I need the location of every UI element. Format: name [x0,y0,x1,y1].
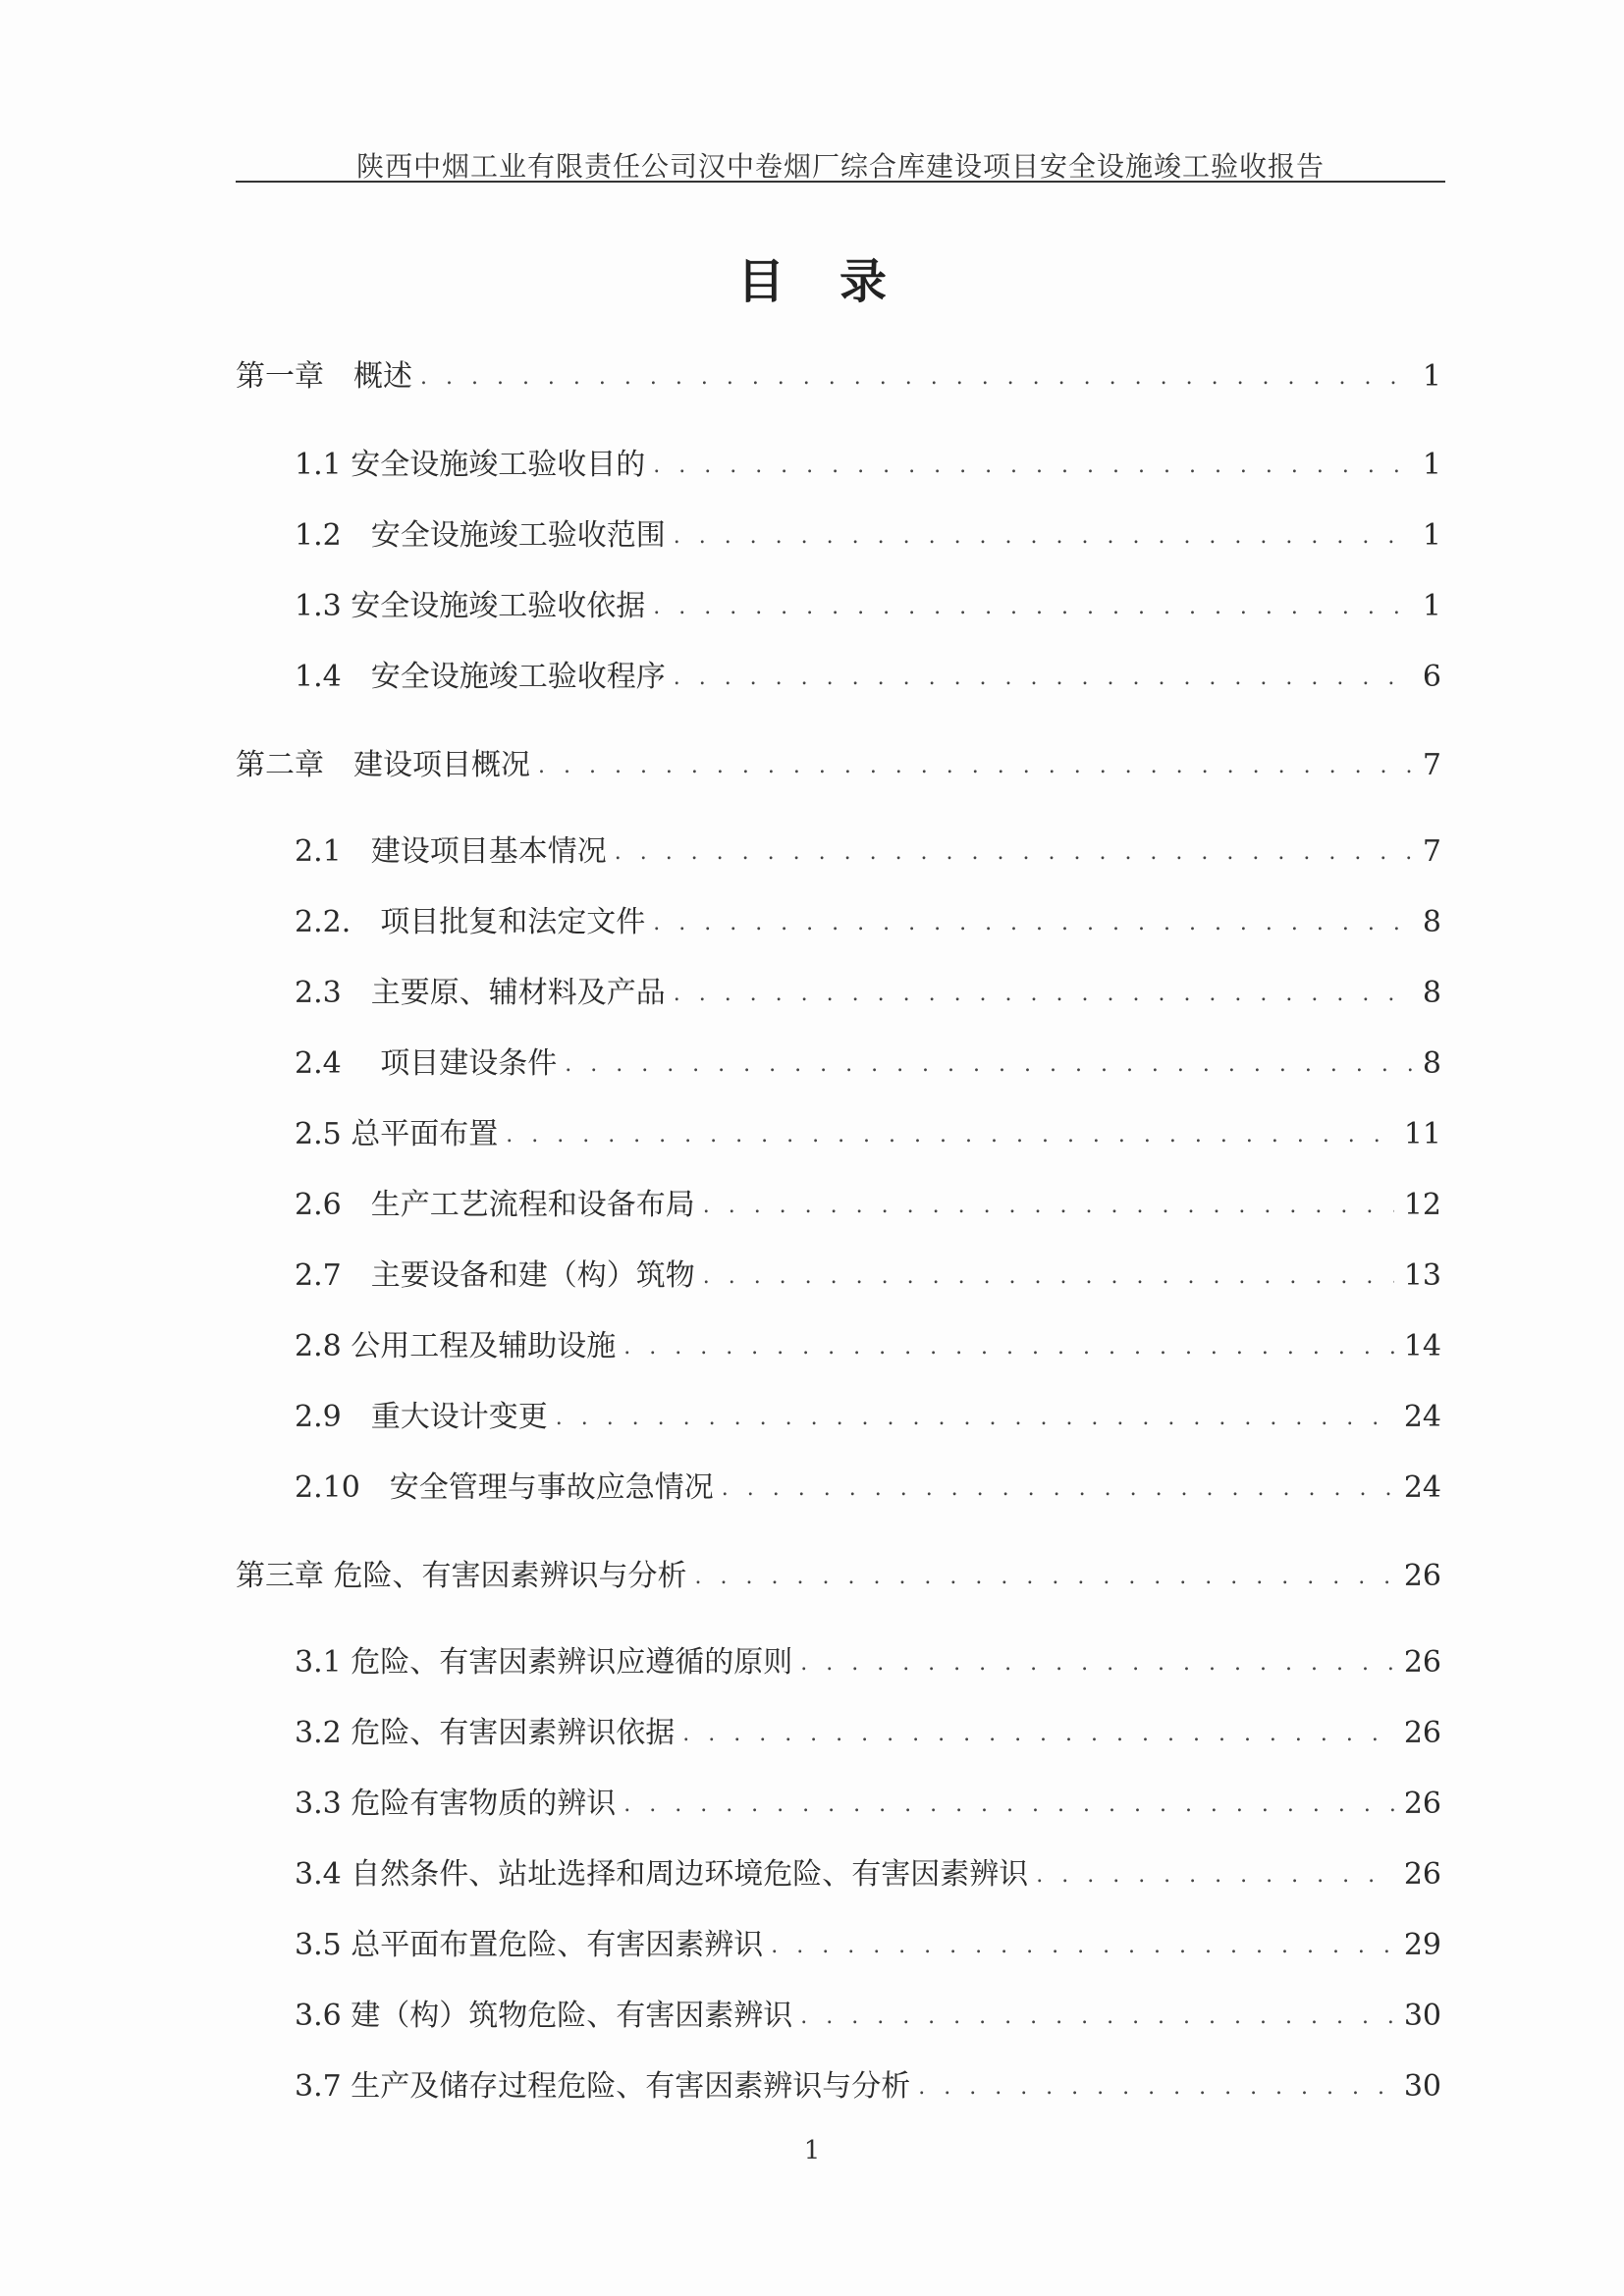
toc-entry-label: 1.4 安全设施竣工验收程序 [295,660,666,694]
toc-entry [295,1251,1441,1294]
toc-entry-page: 12 [1403,1188,1441,1222]
toc-entry-page: 6 [1422,660,1441,694]
toc-leader-dots [674,982,1412,1006]
toc-entry [295,968,1441,1011]
toc-entry-label: 第三章 危险、有害因素辨识与分析 [236,1559,687,1593]
toc-leader-dots [682,1722,1394,1746]
toc-leader-dots [722,1476,1394,1501]
toc-entry-page: 30 [1403,2069,1441,2104]
toc-entry [295,510,1441,554]
toc-entry [295,827,1441,870]
toc-leader-dots [703,1264,1394,1289]
toc-entry-label: 2.3 主要原、辅材料及产品 [295,976,666,1010]
toc-entry-label: 2.10 安全管理与事故应急情况 [295,1470,714,1505]
toc-entry-label: 2.5 总平面布置 [295,1117,499,1151]
toc-entry-label: 3.3 危险有害物质的辨识 [295,1787,617,1821]
toc-entry-page: 26 [1403,1857,1441,1892]
toc-entry-page: 11 [1403,1117,1441,1151]
toc-entry [295,1991,1441,2034]
toc-entry [295,1463,1441,1506]
toc-entry-label: 2.4 项目建设条件 [295,1046,558,1081]
toc-entry-label: 2.8 公用工程及辅助设施 [295,1329,617,1363]
toc-entry [236,740,1441,783]
toc-entry-label: 2.9 重大设计变更 [295,1400,548,1434]
toc-entry-label: 3.4 自然条件、站址选择和周边环境危险、有害因素辨识 [295,1857,1029,1892]
toc-entry-label: 2.7 主要设备和建（构）筑物 [295,1258,695,1293]
toc-entry-page: 13 [1403,1258,1441,1293]
toc-leader-dots [674,666,1412,690]
toc-entry [295,1708,1441,1751]
toc-entry-page: 8 [1422,905,1441,939]
toc-entry-page: 24 [1403,1400,1441,1434]
toc-leader-dots [800,2004,1394,2029]
toc-entry [295,1637,1441,1681]
toc-entry-label: 第一章 概述 [236,359,412,394]
toc-entry-page: 26 [1403,1559,1441,1593]
toc-entry-page: 26 [1403,1787,1441,1821]
toc-leader-dots [771,1934,1394,1958]
toc-entry [236,1551,1441,1594]
toc-entry [295,1180,1441,1223]
toc-entry-page: 1 [1422,448,1441,482]
toc-entry-page: 26 [1403,1645,1441,1680]
toc-entry-label: 3.1 危险、有害因素辨识应遵循的原则 [295,1645,793,1680]
toc-entry-label: 3.6 建（构）筑物危险、有害因素辨识 [295,1999,793,2033]
toc-leader-dots [674,524,1412,549]
toc-entry-page: 24 [1403,1470,1441,1505]
toc-leader-dots [1036,1863,1394,1888]
toc-leader-dots [653,454,1412,478]
toc-entry [295,1039,1441,1082]
toc-leader-dots [800,1651,1394,1676]
toc-entry [295,440,1441,483]
toc-leader-dots [918,2075,1394,2100]
toc-title: 目录 [736,254,942,309]
toc-entry-page: 8 [1422,976,1441,1010]
toc-entry-label: 1.3 安全设施竣工验收依据 [295,589,646,623]
toc-entry-page: 14 [1403,1329,1441,1363]
toc-leader-dots [653,595,1412,619]
toc-entry-label: 2.6 生产工艺流程和设备布局 [295,1188,695,1222]
toc-entry [295,1779,1441,1822]
toc-entry [295,1392,1441,1435]
toc-entry-label: 2.2. 项目批复和法定文件 [295,905,646,939]
toc-entry-page: 7 [1422,748,1441,782]
toc-leader-dots [695,1565,1394,1589]
toc-leader-dots [506,1123,1394,1148]
toc-entry-label: 3.2 危险、有害因素辨识依据 [295,1716,676,1750]
toc-leader-dots [556,1406,1394,1430]
toc-entry [295,1321,1441,1364]
toc-entry-label: 1.1 安全设施竣工验收目的 [295,448,646,482]
toc-entry-page: 1 [1422,589,1441,623]
toc-entry [295,1109,1441,1152]
toc-leader-dots [623,1335,1394,1360]
toc-leader-dots [623,1792,1394,1817]
toc-leader-dots [565,1052,1412,1077]
toc-entry [295,1849,1441,1893]
toc-leader-dots [703,1194,1394,1218]
toc-entry-page: 8 [1422,1046,1441,1081]
toc-entry-label: 3.7 生产及储存过程危险、有害因素辨识与分析 [295,2069,911,2104]
toc-entry-label: 1.2 安全设施竣工验收范围 [295,518,666,553]
toc-entry [236,351,1441,395]
toc-entry [295,897,1441,940]
toc-leader-dots [615,840,1412,865]
toc-leader-dots [538,754,1412,778]
toc-entry [295,2061,1441,2105]
toc-entry-page: 7 [1422,834,1441,869]
toc-entry-label: 2.1 建设项目基本情况 [295,834,607,869]
toc-entry-label: 3.5 总平面布置危险、有害因素辨识 [295,1928,764,1962]
toc-entry-page: 1 [1422,518,1441,553]
toc-entry-page: 30 [1403,1999,1441,2033]
toc-entry [295,652,1441,695]
toc-entry-page: 1 [1422,359,1441,394]
toc-leader-dots [420,365,1412,390]
running-header: 陕西中烟工业有限责任公司汉中卷烟厂综合库建设项目安全设施竣工验收报告 [355,150,1325,183]
toc-leader-dots [653,911,1412,935]
toc-entry-page: 26 [1403,1716,1441,1750]
page-number: 1 [803,2136,821,2165]
toc-entry-page: 29 [1403,1928,1441,1962]
toc-entry [295,1920,1441,1963]
toc-entry-label: 第二章 建设项目概况 [236,748,530,782]
toc-entry [295,581,1441,624]
